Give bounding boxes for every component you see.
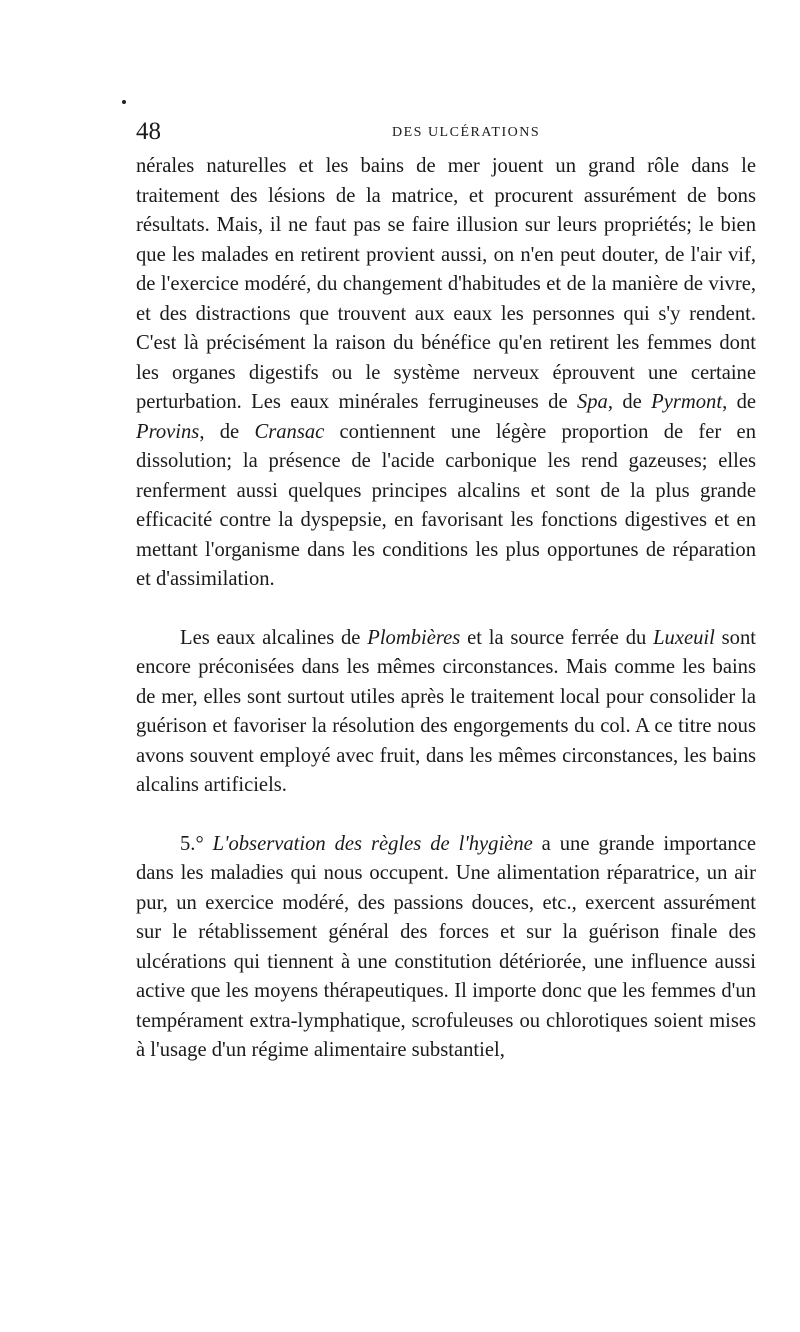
text-segment-italic: Provins [136,420,200,443]
text-segment: nérales naturelles et les bains de mer jouent un grand rôle dans le traitement des lésions de la matrice, et procurent assurément de bons résultats. Mais, il ne faut pas se faire illusion sur leurs propriétés; le bien que les malades en retirent provient aussi, on n'en peut douter, de l'air vif, de l'exercice modéré, du changement d'habitudes et de la manière de vivre, et des distractions que trouvent aux eaux les personnes qui s'y rendent. C'est là précisément la raison du bénéfice qu'en retirent les femmes dont les organes digestifs ou le système nerveux éprouvent une certaine perturbation. Les eaux minérales ferrugineuses de [136,155,756,413]
text-segment-italic: Cransac [254,420,325,443]
text-segment: 5.° [180,832,213,855]
page-header [136,118,756,146]
text-segment: sont encore préconisées dans les mêmes circonstances. Mais comme les bains de mer, elles sont surtout utiles après le traitement local pour consolider la guérison et favoriser la résolution des engorgements du col. A ce titre nous avons souvent employé avec fruit, dans les mêmes circonstances, les bains alcalins artificiels. [136,626,756,796]
text-segment-italic: Pyrmont [651,391,723,413]
text-segment: et la source ferrée du [460,626,654,649]
paragraph-3 [136,830,756,1066]
text-segment-italic: Spa [576,391,608,413]
text-segment-italic: Plombières [367,626,461,649]
page-number: 48 [136,118,161,145]
text-segment: , de [199,420,255,443]
print-speck [122,100,126,104]
text-segment-italic: Luxeuil [653,626,715,649]
text-segment: , de [722,391,757,413]
text-segment: a une grande importance dans les maladies qui nous occupent. Une alimentation réparatrice, un air pur, un exercice modéré, des passions douces, etc., exercent assurément sur le rétablissement général des forces et sur la guérison finale des ulcérations qui tiennent à une constitution détériorée, une influence aussi active que les moyens thérapeutiques. Il importe donc que les femmes d'un tempérament extra-lymphatique, scrofuleuses ou chlorotiques soient mises à l'usage d'un régime alimentaire substantiel, [136,832,756,1061]
text-segment: , de [607,391,652,413]
text-segment-italic: L'observation des règles de l'hygiène [212,832,533,855]
paragraph-2 [136,624,756,801]
paragraph-1 [136,152,756,595]
text-segment: contiennent une légère proportion de fer en dissolution; la présence de l'acide carbonique les rend gazeuses; elles renferment aussi quelques principes alcalins et sont de la plus grande efficacité contre la dyspepsie, en favorisant les fonctions digestives et en mettant l'organisme dans les conditions les plus opportunes de réparation et d'assimilation. [136,420,756,590]
body-text [136,152,756,1066]
running-title: DES ULCÉRATIONS [392,125,541,140]
text-segment: Les eaux alcalines de [180,626,368,649]
